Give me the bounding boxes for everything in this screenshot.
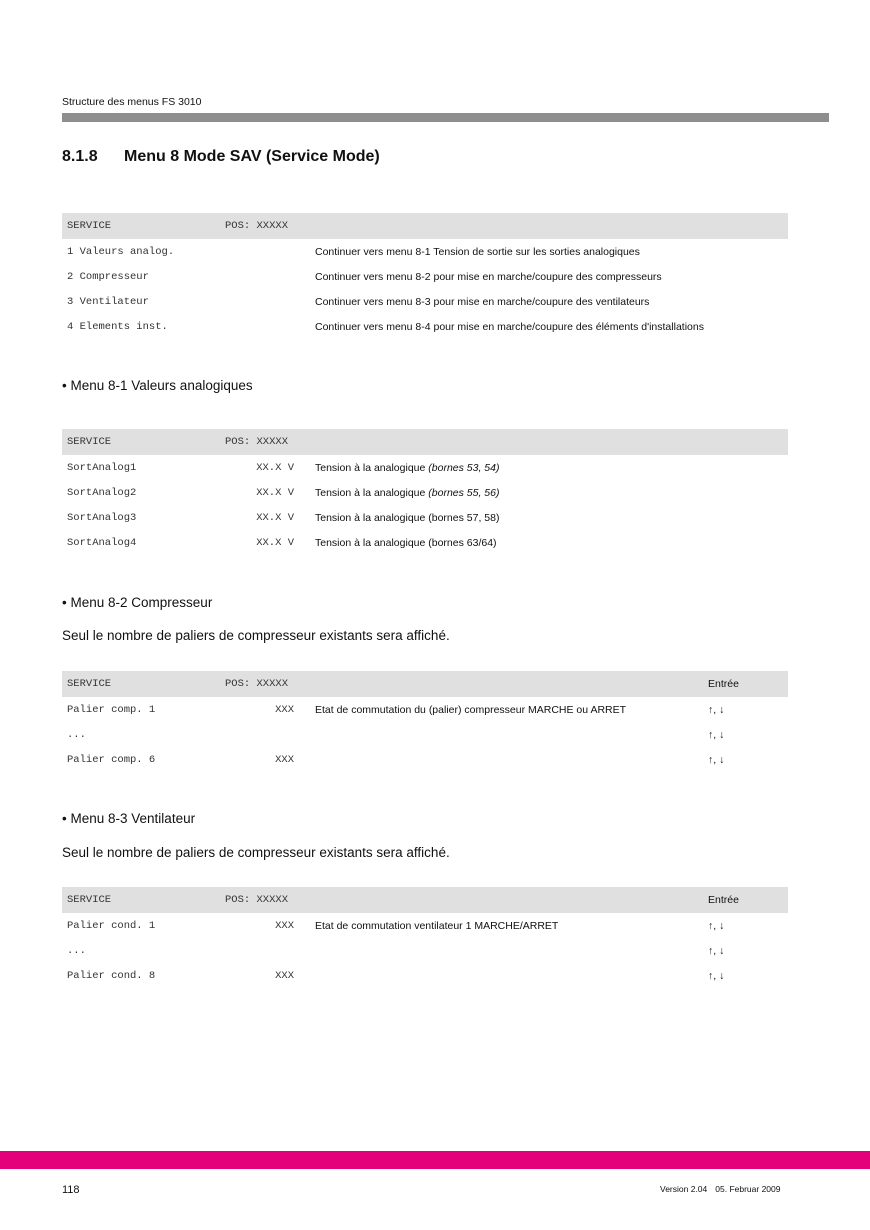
output-name: SortAnalog4 <box>67 537 137 549</box>
header-service: SERVICE <box>67 678 112 690</box>
up-down-arrows-icon: ↑, ↓ <box>708 970 725 982</box>
stage-name: Palier cond. 1 <box>67 920 156 932</box>
stage-description: Etat de commutation ventilateur 1 MARCHE/ARRET <box>315 920 559 932</box>
header-service: SERVICE <box>67 436 112 448</box>
stage-name: Palier comp. 6 <box>67 754 156 766</box>
terminal-note: (bornes 55, 56) <box>428 487 500 499</box>
stage-value: XXX <box>275 970 294 982</box>
output-description <box>315 480 499 506</box>
menu-8-3-title: Menu 8-3 Ventilateur <box>70 811 196 826</box>
running-header: Structure des menus FS 3010 <box>62 96 202 108</box>
version-date: 05. Februar 2009 <box>715 1184 781 1194</box>
output-value: XX.X V <box>256 512 294 524</box>
menu-item-label: 2 Compresseur <box>67 271 149 283</box>
stage-value: XXX <box>275 704 294 716</box>
table-row <box>62 697 788 722</box>
menu-8-1-heading <box>62 378 253 393</box>
terminal-note: (bornes 53, 54) <box>428 462 500 474</box>
description-text: Tension à la analogique <box>315 462 429 474</box>
header-divider <box>62 113 829 122</box>
up-down-arrows-icon: ↑, ↓ <box>708 754 725 766</box>
menu-item-description: Continuer vers menu 8-3 pour mise en marche/coupure des ventilateurs <box>315 296 650 308</box>
stage-value: XXX <box>275 920 294 932</box>
header-pos: POS: XXXXX <box>225 894 289 906</box>
menu-item-description: Continuer vers menu 8-1 Tension de sortie sur les sorties analogiques <box>315 246 640 258</box>
table-row <box>62 747 788 772</box>
output-value: XX.X V <box>256 537 294 549</box>
header-pos: POS: XXXXX <box>225 436 289 448</box>
table-row <box>62 963 788 988</box>
version-label: Version 2.04 <box>660 1184 708 1194</box>
menu-8-3-heading <box>62 811 195 826</box>
table-row <box>62 530 788 555</box>
up-down-arrows-icon: ↑, ↓ <box>708 945 725 957</box>
table-row <box>62 505 788 530</box>
service-menu-table <box>62 213 788 339</box>
menu-8-1-table <box>62 429 788 555</box>
output-value: XX.X V <box>256 462 294 474</box>
stage-value: XXX <box>275 754 294 766</box>
section-number: 8.1.8 <box>62 148 98 165</box>
menu-item-label: 4 Elements inst. <box>67 321 168 333</box>
table-row <box>62 938 788 963</box>
stage-name: Palier comp. 1 <box>67 704 156 716</box>
menu-item-label: 3 Ventilateur <box>67 296 149 308</box>
output-description <box>315 455 499 481</box>
description-text: Tension à la analogique <box>315 487 429 499</box>
version-info <box>660 1184 780 1194</box>
header-pos: POS: XXXXX <box>225 220 289 232</box>
menu-8-3-note: Seul le nombre de paliers de compresseur existants sera affiché. <box>62 845 450 860</box>
table-row <box>62 314 788 339</box>
output-name: SortAnalog1 <box>67 462 137 474</box>
stage-name: Palier cond. 8 <box>67 970 156 982</box>
footer-accent-bar <box>0 1151 870 1169</box>
up-down-arrows-icon: ↑, ↓ <box>708 920 725 932</box>
table-row <box>62 264 788 289</box>
table-row <box>62 455 788 480</box>
header-entry: Entrée <box>708 894 739 906</box>
table-header-row <box>62 213 788 239</box>
menu-item-description: Continuer vers menu 8-4 pour mise en marche/coupure des éléments d'installations <box>315 321 704 333</box>
menu-item-label: 1 Valeurs analog. <box>67 246 175 258</box>
header-service: SERVICE <box>67 220 112 232</box>
page-number: 118 <box>62 1184 80 1196</box>
menu-8-3-table <box>62 887 788 988</box>
ellipsis: ... <box>67 945 86 957</box>
table-header-row <box>62 429 788 455</box>
output-name: SortAnalog3 <box>67 512 137 524</box>
bullet-icon: • <box>62 595 67 610</box>
table-header-row <box>62 887 788 913</box>
header-pos: POS: XXXXX <box>225 678 289 690</box>
menu-8-1-title: Menu 8-1 Valeurs analogiques <box>70 378 253 393</box>
menu-8-2-title: Menu 8-2 Compresseur <box>70 595 213 610</box>
output-value: XX.X V <box>256 487 294 499</box>
table-row <box>62 239 788 264</box>
table-row <box>62 913 788 938</box>
header-service: SERVICE <box>67 894 112 906</box>
up-down-arrows-icon: ↑, ↓ <box>708 729 725 741</box>
table-row <box>62 722 788 747</box>
stage-description: Etat de commutation du (palier) compresseur MARCHE ou ARRET <box>315 704 627 716</box>
up-down-arrows-icon: ↑, ↓ <box>708 704 725 716</box>
section-title: Menu 8 Mode SAV (Service Mode) <box>124 148 380 165</box>
menu-8-2-note: Seul le nombre de paliers de compresseur existants sera affiché. <box>62 628 450 643</box>
bullet-icon: • <box>62 378 67 393</box>
output-description: Tension à la analogique (bornes 57, 58) <box>315 512 500 524</box>
output-description: Tension à la analogique (bornes 63/64) <box>315 537 497 549</box>
header-entry: Entrée <box>708 678 739 690</box>
section-heading <box>62 148 380 166</box>
table-row <box>62 289 788 314</box>
bullet-icon: • <box>62 811 67 826</box>
table-header-row <box>62 671 788 697</box>
ellipsis: ... <box>67 729 86 741</box>
table-row <box>62 480 788 505</box>
menu-8-2-table <box>62 671 788 772</box>
menu-8-2-heading <box>62 595 212 610</box>
output-name: SortAnalog2 <box>67 487 137 499</box>
menu-item-description: Continuer vers menu 8-2 pour mise en marche/coupure des compresseurs <box>315 271 662 283</box>
